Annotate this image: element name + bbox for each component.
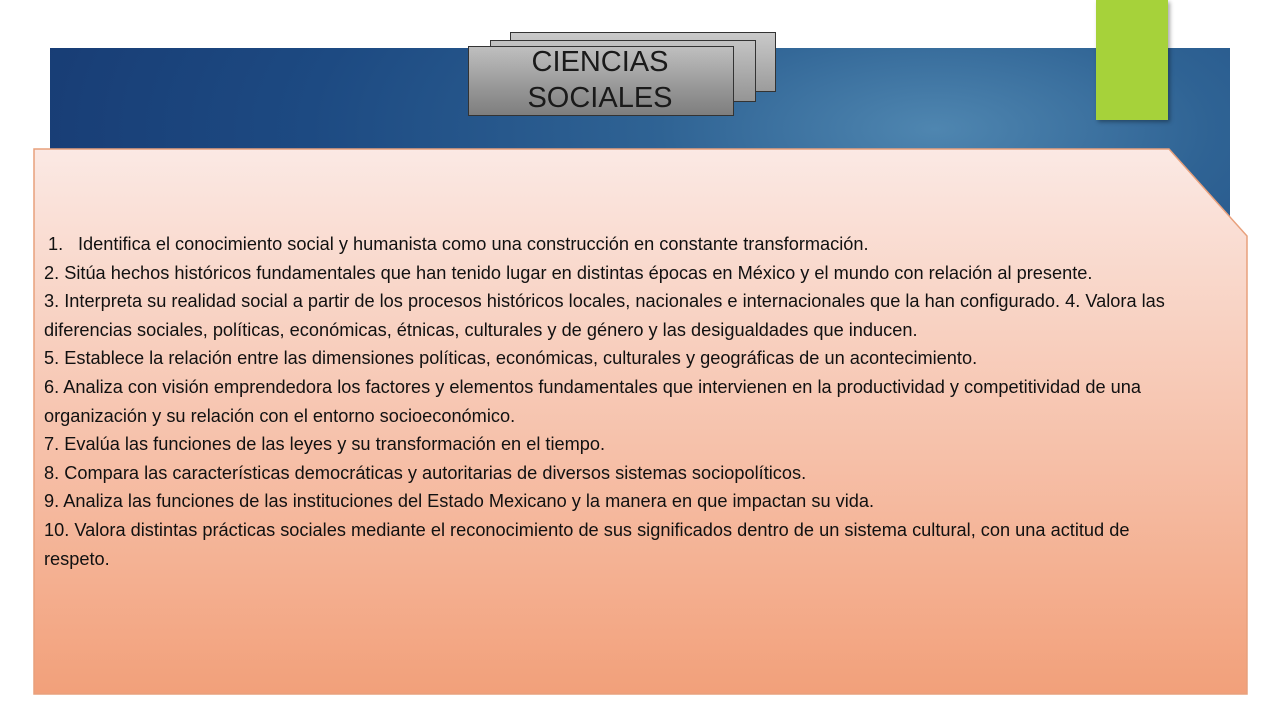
list-item-7: 7. Evalúa las funciones de las leyes y su transformación en el tiempo. <box>44 434 606 455</box>
competencies-list <box>44 230 1194 573</box>
list-item-1 <box>44 230 1194 259</box>
list-item-1-number: 1. <box>48 234 64 254</box>
list-item-1-text: Identifica el conocimiento social y humanista como una construcción en constante transformación. <box>78 234 869 254</box>
list-item-8: 8. Compara las características democráticas y autoritarias de diversos sistemas sociopolíticos. <box>44 462 807 483</box>
slide-title <box>468 44 732 116</box>
list-item-2: 2. Sitúa hechos históricos fundamentales que han tenido lugar en distintas épocas en México y el mundo con relación al presente. <box>44 262 1093 283</box>
list-item-9: 9. Analiza las funciones de las instituciones del Estado Mexicano y la manera en que impactan su vida. <box>44 491 875 512</box>
list-item-3-4: 3. Interpreta su realidad social a partir de los procesos históricos locales, nacionales e internacionales que la han configurado. 4. Valora las diferencias sociales, políticas, económicas, étnicas, culturales y de género y las desigualdades que inducen. <box>44 291 1165 340</box>
green-accent-bar <box>1096 0 1168 120</box>
list-item-6: 6. Analiza con visión emprendedora los factores y elementos fundamentales que intervienen en la productividad y competitividad de una organización y su relación con el entorno socioeconómico. <box>44 376 1141 426</box>
title-line-2: SOCIALES <box>527 82 673 114</box>
title-line-1: CIENCIAS <box>531 46 669 78</box>
title-card-stack <box>466 30 786 120</box>
list-item-10: 10. Valora distintas prácticas sociales mediante el reconocimiento de sus significados dentro de un sistema cultural, con una actitud de respeto. <box>44 519 1130 569</box>
list-item-5: 5. Establece la relación entre las dimensiones políticas, económicas, culturales y geográficas de un acontecimiento. <box>44 348 978 369</box>
